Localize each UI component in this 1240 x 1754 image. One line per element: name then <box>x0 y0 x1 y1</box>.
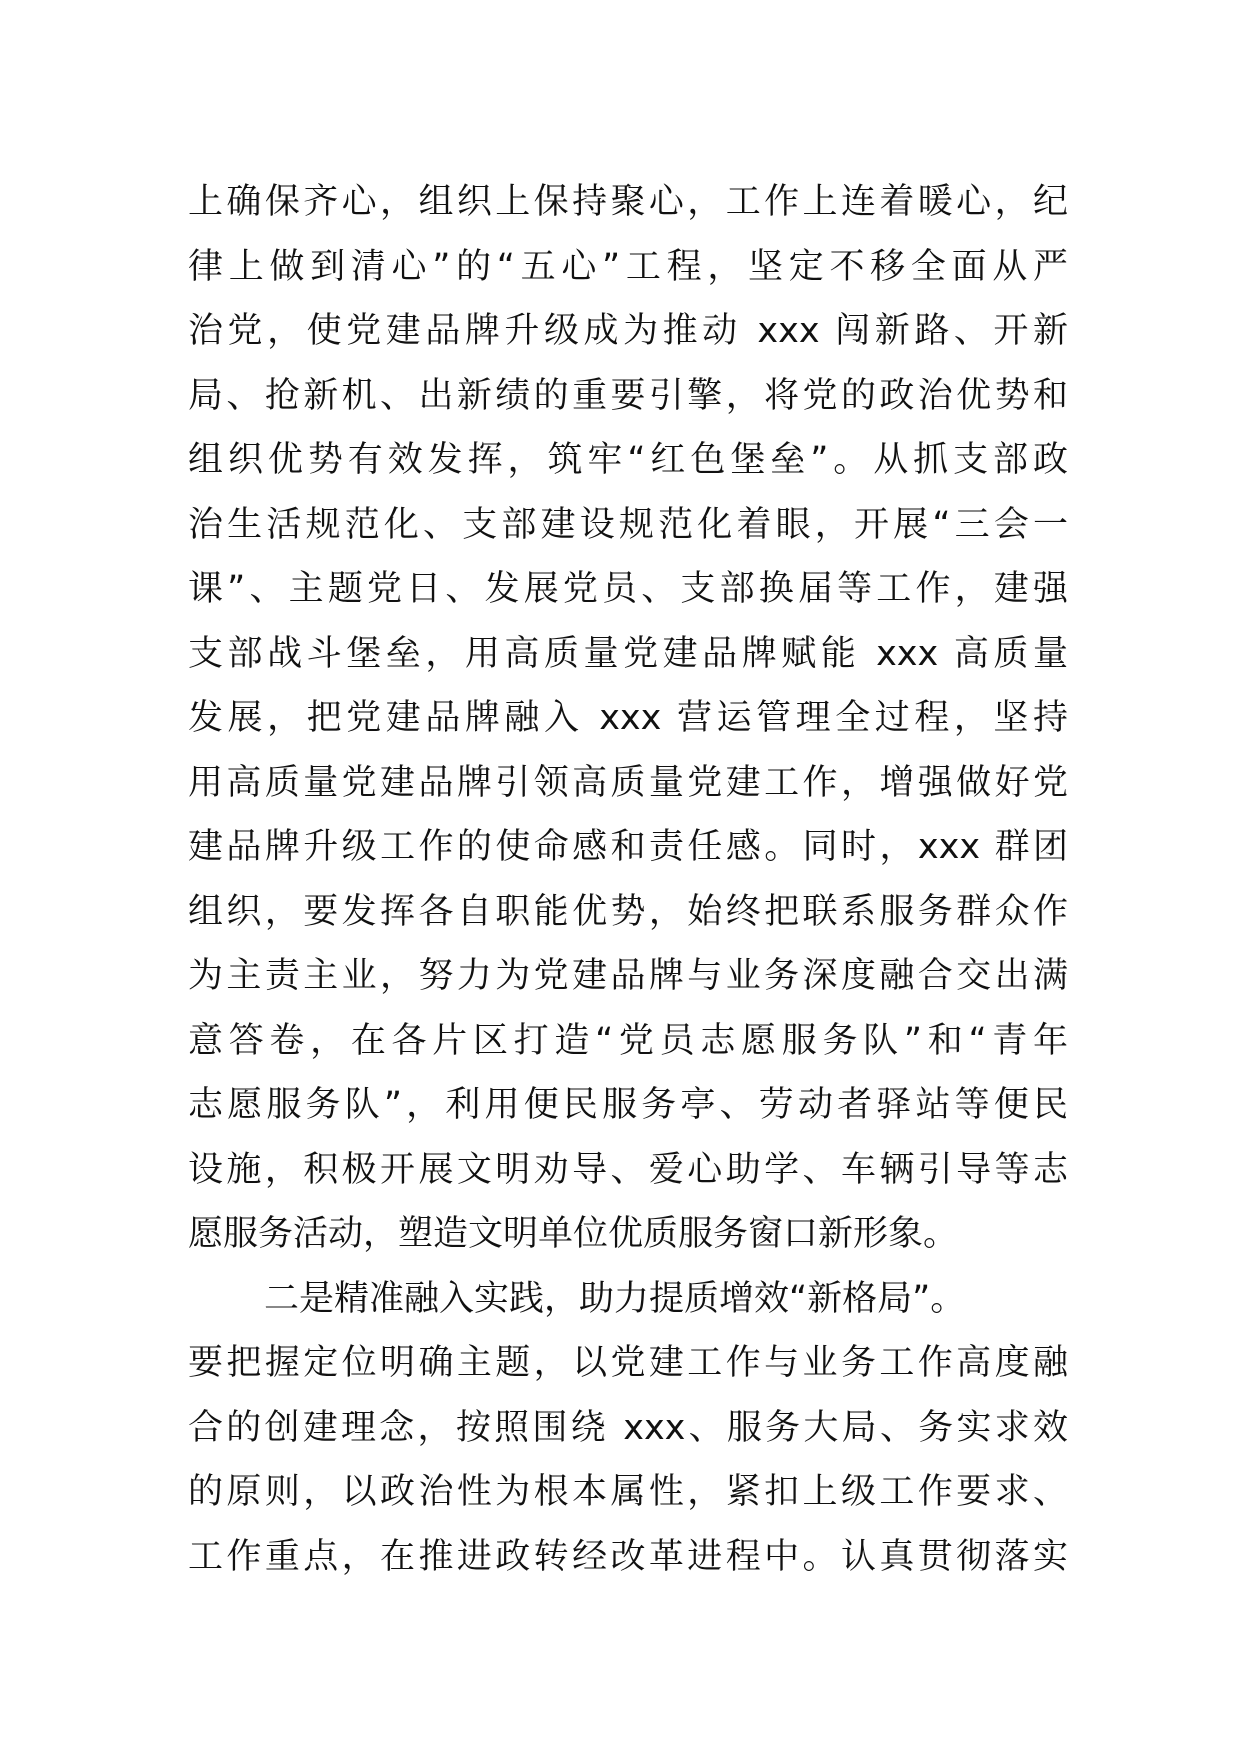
text-line: 律上做到清心”的“五心”工程，坚定不移全面从严 <box>188 246 1068 287</box>
text-line: 组织优势有效发挥，筑牢“红色堡垒”。从抓支部政 <box>188 440 1068 480</box>
text-line: 意答卷，在各片区打造“党员志愿服务队”和“青年 <box>188 1020 1068 1061</box>
text-line: 要把握定位明确主题，以党建工作与业务工作高度融 <box>188 1343 1068 1383</box>
text-line: 志愿服务队”，利用便民服务亭、劳动者驿站等便民 <box>188 1085 1068 1125</box>
text-line: 治党，使党建品牌升级成为推动 xxx 闯新路、开新 <box>188 311 1068 351</box>
text-line: 治生活规范化、支部建设规范化着眼，开展“三会一 <box>188 504 1068 545</box>
text-line: 为主责主业，努力为党建品牌与业务深度融合交出满 <box>188 956 1068 996</box>
text-line: 组织，要发挥各自职能优势，始终把联系服务群众作 <box>188 891 1068 932</box>
text-line: 课”、主题党日、发展党员、支部换届等工作，建强 <box>188 569 1068 609</box>
text-line: 发展，把党建品牌融入 xxx 营运管理全过程，坚持 <box>188 698 1068 738</box>
text-line: 合的创建理念，按照围绕 xxx、服务大局、务实求效 <box>188 1407 1068 1448</box>
text-line: 设施，积极开展文明劝导、爱心助学、车辆引导等志 <box>188 1149 1068 1190</box>
paragraph-heading-line: 二是精准融入实践，助力提质增效“新格局”。 <box>264 1278 966 1319</box>
text-line: 支部战斗堡垒，用高质量党建品牌赋能 xxx 高质量 <box>188 633 1068 674</box>
text-line: 上确保齐心，组织上保持聚心，工作上连着暖心，纪 <box>188 182 1068 222</box>
text-line: 的原则，以政治性为根本属性，紧扣上级工作要求、 <box>188 1472 1068 1512</box>
text-line: 愿服务活动，塑造文明单位优质服务窗口新形象。 <box>188 1214 959 1254</box>
text-line: 用高质量党建品牌引领高质量党建工作，增强做好党 <box>188 762 1068 803</box>
text-line: 局、抢新机、出新绩的重要引擎，将党的政治优势和 <box>188 375 1068 416</box>
body-text <box>188 170 1068 1589</box>
text-line: 建品牌升级工作的使命感和责任感。同时，xxx 群团 <box>188 827 1068 867</box>
text-line: 工作重点，在推进政转经改革进程中。认真贯彻落实 <box>188 1536 1068 1577</box>
